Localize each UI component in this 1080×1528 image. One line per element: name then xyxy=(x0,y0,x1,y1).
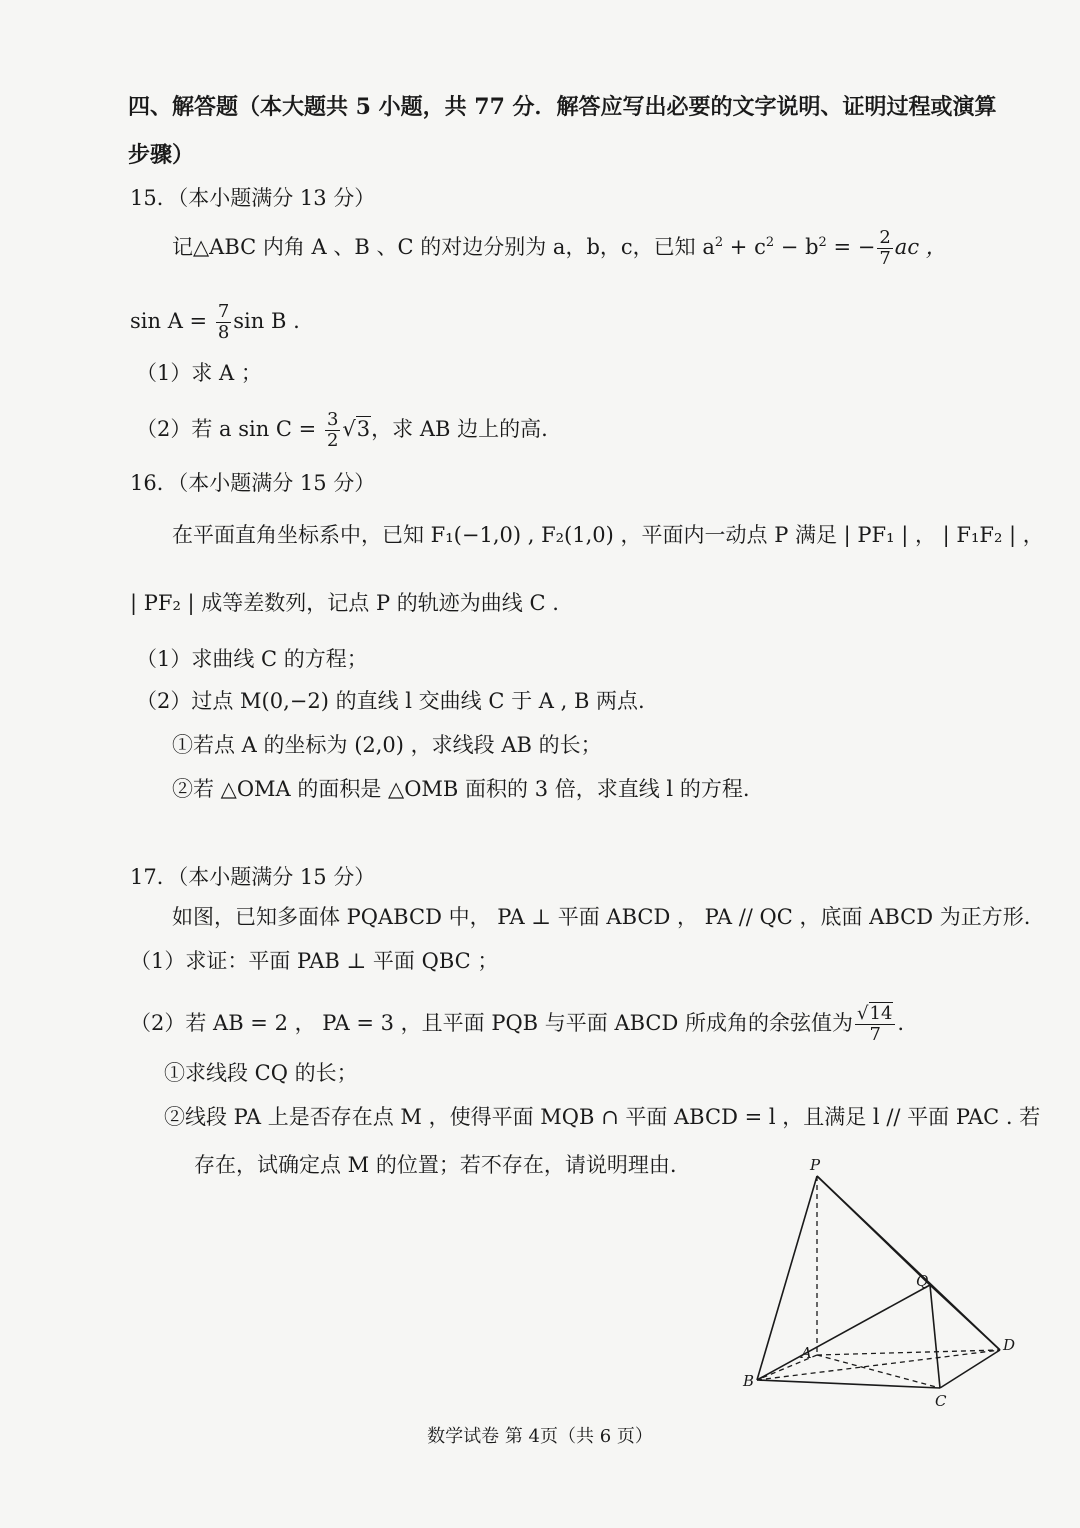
label-P: P xyxy=(810,1156,821,1174)
fraction-numerator: 3 xyxy=(326,409,339,430)
label-Q: Q xyxy=(916,1272,929,1290)
edge-QC xyxy=(930,1285,940,1388)
q16-sub2: ②若 △OMA 的面积是 △OMB 面积的 3 倍，求直线 l 的方程. xyxy=(172,777,750,801)
q15-cond-part: sin A = xyxy=(130,309,214,333)
q17-part2 xyxy=(130,1004,904,1045)
q17-sub1: ①求线段 CQ 的长； xyxy=(164,1061,358,1085)
q15-fraction xyxy=(877,228,892,269)
label-C: C xyxy=(935,1392,947,1410)
q17-sub2-cont: 存在，试确定点 M 的位置；若不存在，请说明理由. xyxy=(194,1153,677,1177)
q17-title: 17．（本小题满分 15 分） xyxy=(130,865,376,889)
fraction-denominator: 8 xyxy=(217,322,230,343)
q17-part2-text: （2）若 AB = 2 ， PA = 3 ，且平面 PQB 与平面 ABCD 所成角的余弦值为 xyxy=(130,1011,854,1035)
sqrt: √3 xyxy=(342,417,371,441)
q16-part1: （1）求曲线 C 的方程； xyxy=(136,647,368,671)
q15-part2 xyxy=(136,410,548,451)
fraction-numerator: 2 xyxy=(879,227,891,248)
q15-stem-part: + c xyxy=(723,235,766,259)
fraction-numerator: √14 xyxy=(855,1004,895,1025)
edge-QD xyxy=(930,1285,1000,1350)
polyhedron-diagram xyxy=(735,1150,1035,1440)
q15-part2-text: （2）若 a sin C = xyxy=(136,417,323,441)
edge-PQ xyxy=(817,1176,930,1285)
q15-stem: 记△ABC 内角 A 、B 、C 的对边分别为 a，b，c，已知 $a^2 + c^2 - b^2$ = − $\frac{2}{7}$ ac ， xyxy=(172,227,947,269)
edge-AD-hidden xyxy=(817,1350,1000,1355)
q15-stem-part: ac ， xyxy=(894,235,947,259)
q15-cond-part: sin B . xyxy=(233,309,300,333)
q16-title: 16．（本小题满分 15 分） xyxy=(130,471,376,495)
page-footer: 数学试卷 第 4页（共 6 页） xyxy=(427,1426,653,1447)
q16-part2: （2）过点 M(0,−2) 的直线 l 交曲线 C 于 A , B 两点. xyxy=(136,689,645,713)
q17-fraction xyxy=(855,1004,895,1045)
q16-sub1: ①若点 A 的坐标为 (2,0) ，求线段 AB 的长； xyxy=(172,733,602,757)
sqrt-radicand: 3 xyxy=(356,417,371,441)
q15-part1: （1）求 A ； xyxy=(136,361,262,385)
q17-part1: （1）求证：平面 PAB ⊥ 平面 QBC ； xyxy=(130,949,499,973)
label-B: B xyxy=(743,1372,755,1390)
polyhedron-figure xyxy=(735,1150,1035,1440)
edge-BD-hidden xyxy=(757,1350,1000,1380)
fraction-numerator: 7 xyxy=(217,301,230,322)
q17-stem: 如图，已知多面体 PQABCD 中， PA ⊥ 平面 ABCD ， PA // QC ，底面 ABCD 为正方形. xyxy=(172,905,1031,929)
fraction-denominator: 7 xyxy=(869,1024,881,1045)
q15-condition xyxy=(130,302,300,343)
q15-title: 15．（本小题满分 13 分） xyxy=(130,186,376,210)
fraction-denominator: 2 xyxy=(326,430,339,451)
q16-stem-line1: 在平面直角坐标系中，已知 F₁(−1,0) , F₂(1,0) ，平面内一动点 P 满足 | PF₁ | ， | F₁F₂ | ， xyxy=(172,523,1044,547)
section-heading-line2: 步骤） xyxy=(128,142,195,168)
sqrt-radicand: 14 xyxy=(869,1003,893,1024)
q15-part2-text: ，求 AB 边上的高. xyxy=(371,417,548,441)
fraction-denominator: 7 xyxy=(879,248,891,269)
label-D: D xyxy=(1003,1336,1016,1354)
q15-stem-part: − b xyxy=(774,235,819,259)
q15-stem-part: 记△ABC 内角 A 、B 、C 的对边分别为 a，b，c，已知 a xyxy=(172,235,715,259)
q15-fraction xyxy=(325,410,340,451)
edge-QB xyxy=(757,1285,930,1380)
q15-fraction xyxy=(216,302,231,343)
q15-stem-part: = − xyxy=(826,235,876,259)
q16-stem-line2: | PF₂ | 成等差数列，记点 P 的轨迹为曲线 C . xyxy=(130,591,559,615)
q17-part2-text: . xyxy=(897,1011,905,1035)
label-A: A xyxy=(801,1344,812,1362)
q17-sub2: ②线段 PA 上是否存在点 M ，使得平面 MQB ∩ 平面 ABCD = l ，且满足 l // 平面 PAC . 若 xyxy=(164,1105,1041,1129)
section-heading-line1: 四、解答题（本大题共 5 小题，共 77 分．解答应写出必要的文字说明、证明过程或演算 xyxy=(128,94,997,120)
